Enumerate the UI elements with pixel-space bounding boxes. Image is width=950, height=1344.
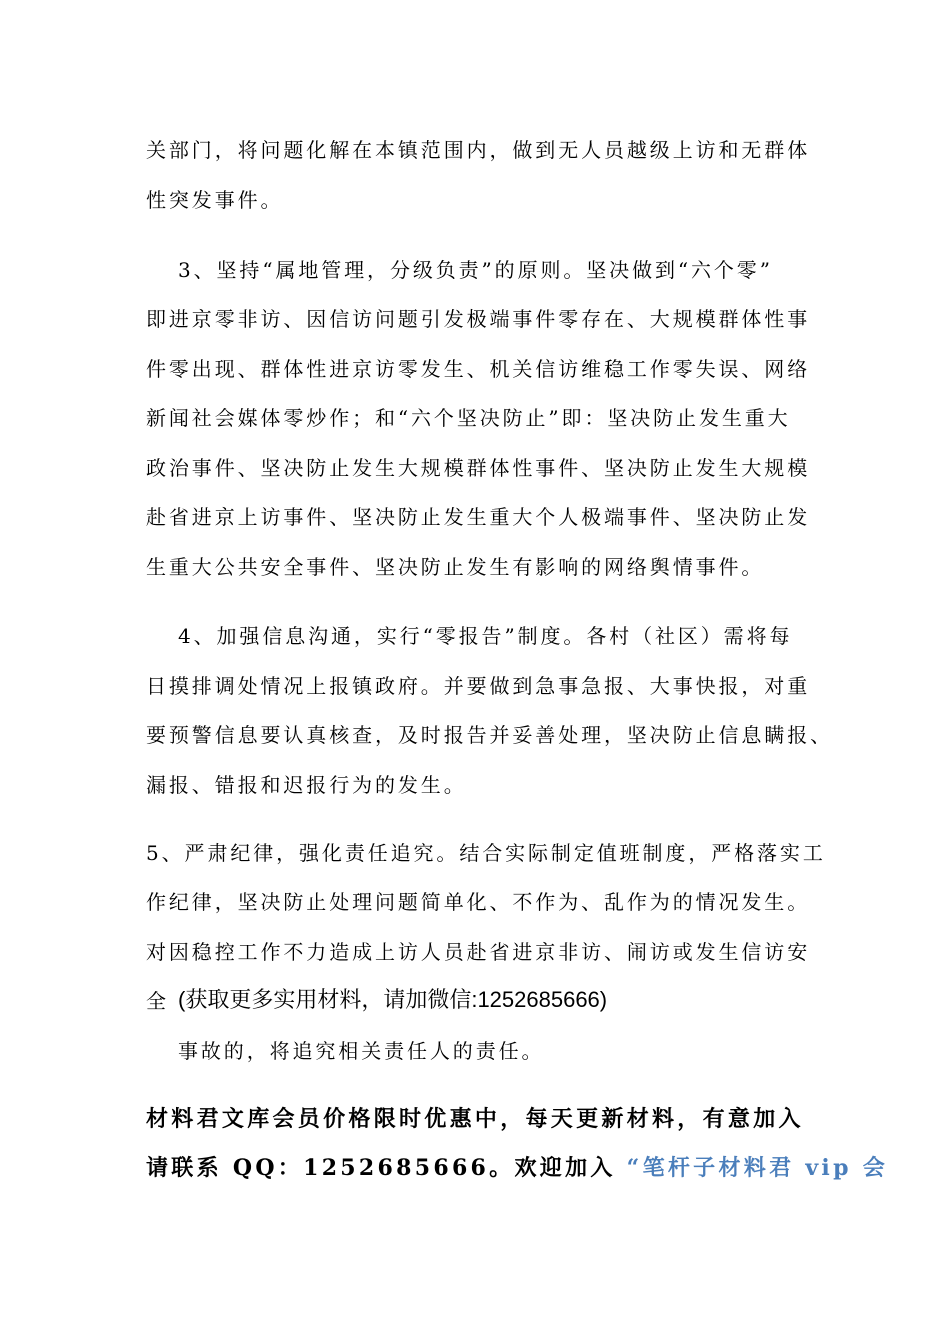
- vip-group-link[interactable]: “笔杆子材料君 vip 会: [626, 1155, 889, 1181]
- body-line: 日摸排调处情况上报镇政府。并要做到急事急报、大事快报，对重: [146, 674, 811, 698]
- membership-ad-line-2: [146, 1153, 888, 1183]
- membership-ad-line-1: 材料君文库会员价格限时优惠中，每天更新材料，有意加入: [146, 1106, 804, 1132]
- contact-text: 请联系 QQ：1252685666。欢迎加入: [146, 1155, 627, 1181]
- body-line: 新闻社会媒体零炒作；和“六个坚决防止”即：坚决防止发生重大: [146, 406, 791, 430]
- body-line: 关部门，将问题化解在本镇范围内，做到无人员越级上访和无群体: [146, 138, 811, 162]
- body-line: 即进京零非访、因信访问题引发极端事件零存在、大规模群体性事: [146, 307, 811, 331]
- body-line: 全: [146, 989, 169, 1013]
- body-line: 生重大公共安全事件、坚决防止发生有影响的网络舆情事件。: [146, 555, 765, 579]
- body-line: 赴省进京上访事件、坚决防止发生重大个人极端事件、坚决防止发: [146, 505, 811, 529]
- wechat-promo-note: (获取更多实用材料，请加微信:1252685666): [178, 987, 608, 1012]
- body-line: 事故的，将追究相关责任人的责任。: [178, 1039, 545, 1063]
- body-line: 要预警信息要认真核查，及时报告并妥善处理，坚决防止信息瞒报、: [146, 723, 833, 747]
- body-line: 对因稳控工作不力造成上访人员赴省进京非访、闹访或发生信访安: [146, 940, 811, 964]
- body-line: 政治事件、坚决防止发生大规模群体性事件、坚决防止发生大规模: [146, 456, 811, 480]
- body-line: 作纪律，坚决防止处理问题简单化、不作为、乱作为的情况发生。: [146, 890, 811, 914]
- paragraph-3-start: 3、坚持“属地管理，分级负责”的原则。坚决做到“六个零”: [178, 258, 773, 282]
- paragraph-4-start: 4、加强信息沟通，实行“零报告”制度。各村（社区）需将每: [178, 624, 793, 648]
- body-line: 漏报、错报和迟报行为的发生。: [146, 773, 467, 797]
- body-line: 件零出现、群体性进京访零发生、机关信访维稳工作零失误、网络: [146, 357, 811, 381]
- paragraph-5-start: 5、严肃纪律，强化责任追究。结合实际制定值班制度，严格落实工: [146, 841, 826, 865]
- body-line: 性突发事件。: [146, 188, 284, 212]
